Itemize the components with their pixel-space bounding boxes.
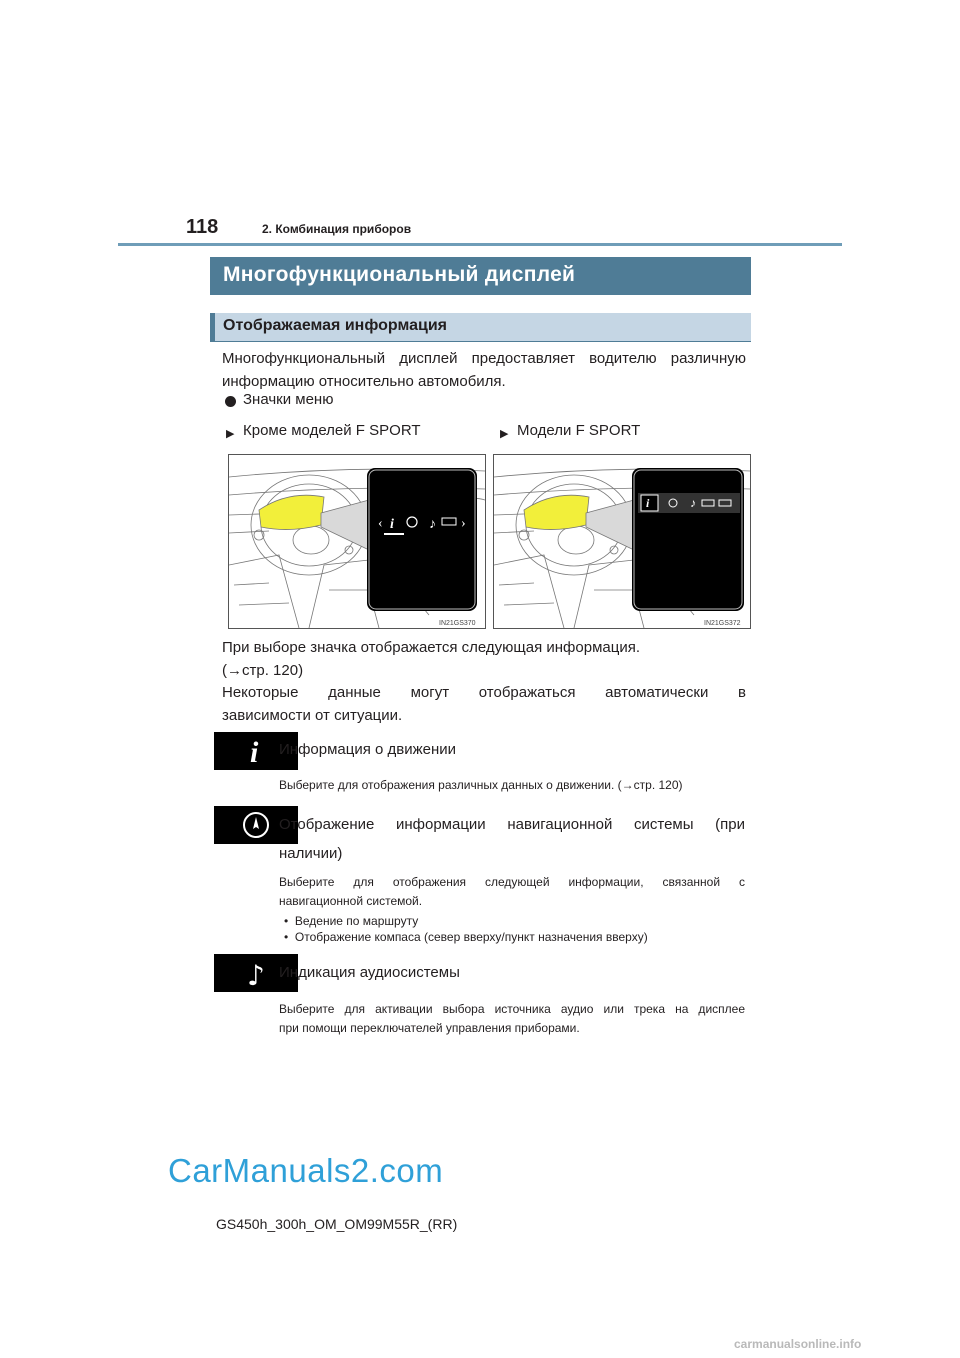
item-audio-desc-line1: Выберите для активации выбора источника аудио или трека на дисплее xyxy=(279,1002,745,1016)
figure-left-image xyxy=(228,454,486,629)
watermark: CarManuals2.com xyxy=(168,1152,444,1189)
svg-text:i: i xyxy=(646,496,650,510)
list-item: • Отображение компаса (север вверху/пункт назначения вверху) xyxy=(284,930,648,944)
list-item: • Ведение по маршруту xyxy=(284,914,419,928)
item-info-title: Информация о движении xyxy=(279,741,457,758)
figure-right-code: IN21GS372 xyxy=(704,620,741,627)
item-audio-desc-line2: при помощи переключателей управления приборами. xyxy=(279,1021,580,1035)
chapter-title: 2. Комбинация приборов xyxy=(262,222,412,236)
figure-left-caption: Кроме моделей F SPORT xyxy=(243,422,421,439)
section-title-band xyxy=(210,257,751,295)
header-divider xyxy=(118,243,842,246)
navigation-sub-bullets xyxy=(284,913,648,945)
page-number: 118 xyxy=(186,216,219,238)
item-audio-title: Индикация аудиосистемы xyxy=(279,964,460,981)
selection-text-line1: При выборе значка отображается следующая информация. xyxy=(222,639,640,656)
selection-text-line3: Некоторые данные могут отображаться автоматически в xyxy=(222,684,746,701)
triangle-bullet-icon: ▶ xyxy=(500,428,509,440)
figure-left-code: IN21GS370 xyxy=(439,620,476,627)
svg-text:‹: ‹ xyxy=(378,516,383,531)
figure-right-caption: Модели F SPORT xyxy=(517,422,641,439)
dashboard-illustration-right xyxy=(494,455,750,628)
svg-text:i: i xyxy=(390,517,394,532)
svg-text:♪: ♪ xyxy=(429,517,436,532)
document-code: GS450h_300h_OM_OM99M55R_(RR) xyxy=(216,1216,458,1232)
bullet-icon xyxy=(225,396,236,407)
item-navigation-title-line1: Отображение информации навигационной системы (при xyxy=(279,816,745,833)
subsection-band xyxy=(210,313,751,341)
item-navigation-title-line2: наличии) xyxy=(279,845,343,862)
site-watermark: carmanualsonline.info xyxy=(734,1337,862,1351)
item-info-desc: Выберите для отображения различных данных о движении. (→стр. 120) xyxy=(279,778,683,792)
dashboard-illustration-left xyxy=(229,455,485,628)
subsection-accent xyxy=(210,313,215,341)
selection-text-line2: (→стр. 120) xyxy=(222,662,304,679)
subsection-divider xyxy=(210,341,751,342)
subsection-title: Отображаемая информация xyxy=(223,317,447,334)
item-navigation-desc-line1: Выберите для отображения следующей информации, связанной с xyxy=(279,875,745,889)
svg-text:♪: ♪ xyxy=(247,959,265,992)
svg-text:♪: ♪ xyxy=(690,496,696,510)
intro-text: Многофункциональный дисплей предоставляет водителю различную информацию относительно автомобиля. xyxy=(222,350,746,390)
triangle-bullet-icon: ▶ xyxy=(226,428,235,440)
item-navigation-desc-line2: навигационной системой. xyxy=(279,894,423,908)
menu-icons-label: Значки меню xyxy=(243,391,334,408)
svg-text:›: › xyxy=(461,516,466,531)
figure-right-image xyxy=(493,454,751,629)
section-title: Многофункциональный дисплей xyxy=(223,263,576,286)
selection-text-line4: зависимости от ситуации. xyxy=(222,707,403,724)
svg-text:i: i xyxy=(250,736,259,769)
